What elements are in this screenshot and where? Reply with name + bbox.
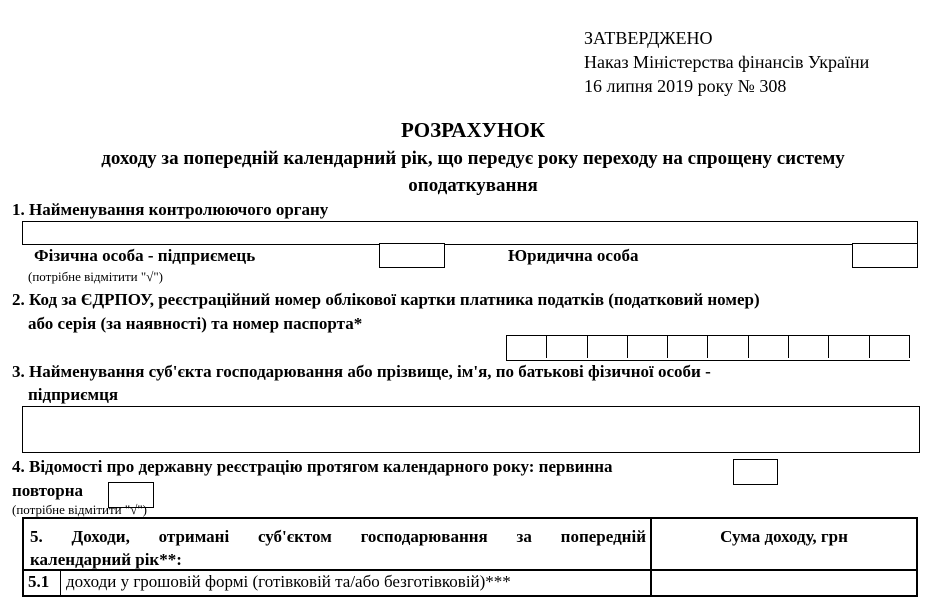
section1-label: Найменування контролюючого органу [29, 200, 329, 219]
tax-code-cell[interactable] [547, 336, 587, 358]
document-title: РОЗРАХУНОК [401, 118, 545, 142]
legal-entity-checkbox[interactable] [852, 243, 918, 268]
document-subtitle-line2: оподаткування [408, 175, 538, 196]
entity-name-input[interactable] [22, 406, 920, 453]
section1-note: (потрібне відмітити "√") [28, 269, 163, 284]
approval-heading: ЗАТВЕРДЖЕНО [584, 28, 713, 48]
section4-heading-line1: 4. Відомості про державну реєстрацію протягом календарного року: первинна [12, 457, 613, 476]
control-authority-input[interactable] [22, 221, 918, 245]
section1-heading [12, 200, 328, 220]
section3-heading-line1: 3. Найменування суб'єкта господарювання або прізвище, ім'я, по батькові фізичної особи - [12, 362, 711, 381]
primary-registration-checkbox[interactable] [733, 459, 778, 485]
income-table [22, 517, 918, 597]
individual-entrepreneur-label: Фізична особа - підприємець [34, 246, 256, 265]
approval-date: 16 липня 2019 року № 308 [584, 76, 787, 96]
section2-heading-line1: 2. Код за ЄДРПОУ, реєстраційний номер облікової картки платника податків (податковий номер) [12, 290, 760, 309]
section3-heading-line2: підприємця [28, 385, 119, 404]
table-row-number: 5.1 [28, 572, 50, 591]
section4-heading-line2: повторна [12, 481, 84, 500]
tax-code-cell[interactable] [829, 336, 869, 358]
tax-code-cell[interactable] [628, 336, 668, 358]
section4-note: (потрібне відмітити "√") [12, 502, 147, 517]
approval-order: Наказ Міністерства фінансів України [584, 52, 870, 72]
tax-code-cell[interactable] [870, 336, 910, 358]
table-header-income-line2: календарний рік**: [30, 550, 182, 569]
tax-code-cell[interactable] [749, 336, 789, 358]
legal-entity-label: Юридична особа [508, 246, 639, 265]
tax-code-cell[interactable] [668, 336, 708, 358]
table-header-income-line1: 5. Доходи, отримані суб'єктом господарювання за попередній [30, 527, 646, 546]
tax-code-cell[interactable] [708, 336, 748, 358]
table-row-label: доходи у грошовій формі (готівковій та/або безготівковій)*** [66, 572, 511, 591]
section1-number: 1. [12, 200, 25, 219]
table-header-amount: Сума доходу, грн [720, 527, 848, 546]
individual-entrepreneur-checkbox[interactable] [379, 243, 445, 268]
document-subtitle-line1: доходу за попередній календарний рік, що передує року переходу на спрощену систему [101, 148, 845, 169]
approval-block [584, 26, 869, 98]
tax-code-cell[interactable] [789, 336, 829, 358]
tax-code-cell[interactable] [507, 336, 547, 358]
section2-heading-line2: або серія (за наявності) та номер паспорта* [28, 314, 363, 333]
tax-code-cell[interactable] [588, 336, 628, 358]
table-number-divider [60, 569, 61, 595]
tax-code-cells [506, 335, 910, 361]
table-header-income [30, 525, 646, 571]
